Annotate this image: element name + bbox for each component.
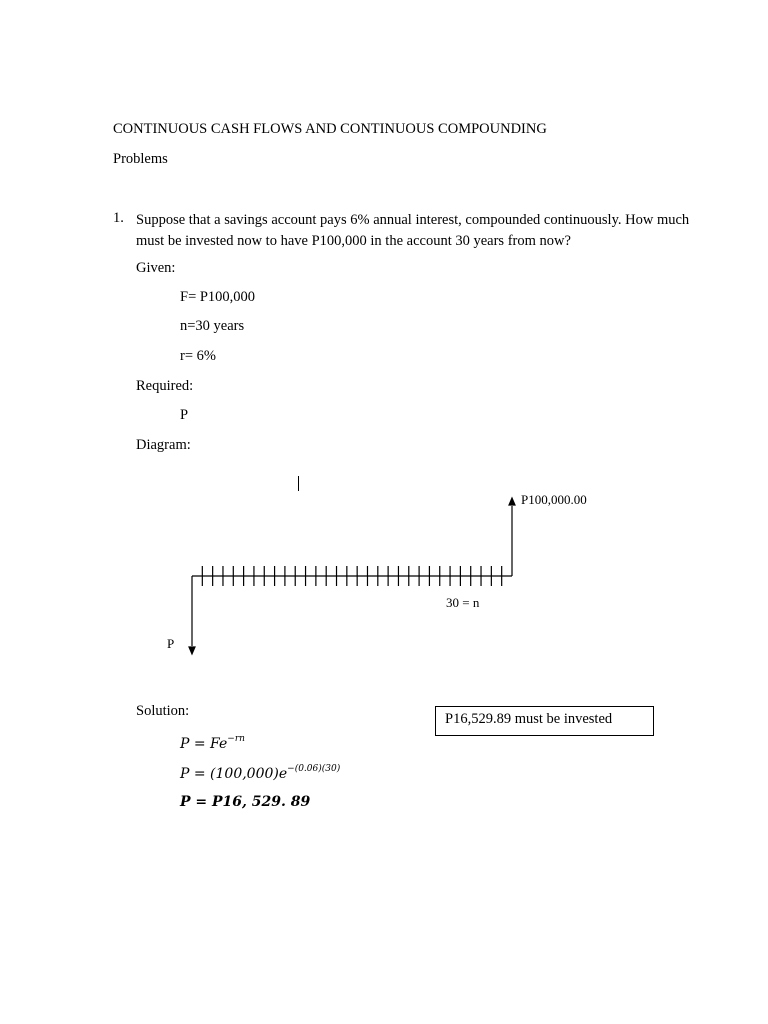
- formula-line-1: [180, 734, 245, 752]
- present-value-arrowhead: [189, 647, 195, 654]
- required-value: P: [180, 407, 189, 423]
- given-future-value: F= P100,000: [180, 289, 256, 305]
- timeline: [189, 498, 515, 654]
- future-value-label: P100,000.00: [521, 492, 587, 507]
- given-periods: n=30 years: [180, 318, 245, 334]
- given-rate: r= 6%: [180, 348, 216, 364]
- present-value-label: P: [167, 636, 175, 651]
- answer-box: P16,529.89 must be invested: [435, 706, 654, 736]
- formula-1-exponent: −rn: [227, 734, 245, 744]
- period-label: 30 = n: [446, 595, 480, 610]
- formula-line-3: P = P16, 529. 89: [180, 794, 311, 810]
- diagram-label: Diagram:: [136, 437, 191, 453]
- formula-2-base: P = (100,000)e: [180, 766, 288, 782]
- section-heading: Problems: [113, 151, 168, 167]
- formula-1-base: P = Fe: [180, 736, 228, 752]
- formula-2-exponent: −(0.06)(30): [287, 764, 341, 774]
- future-value-arrowhead: [509, 498, 515, 505]
- problem-number: 1.: [113, 210, 124, 226]
- solution-label: Solution:: [136, 703, 190, 719]
- document-title: CONTINUOUS CASH FLOWS AND CONTINUOUS COMPOUNDING: [113, 121, 547, 137]
- required-label: Required:: [136, 378, 194, 394]
- given-label: Given:: [136, 260, 176, 276]
- formula-line-2: [180, 764, 340, 782]
- problem-statement: Suppose that a savings account pays 6% annual interest, compounded continuously. How much must be invested now to have P100,000 in the account 30 years from now?: [136, 212, 690, 249]
